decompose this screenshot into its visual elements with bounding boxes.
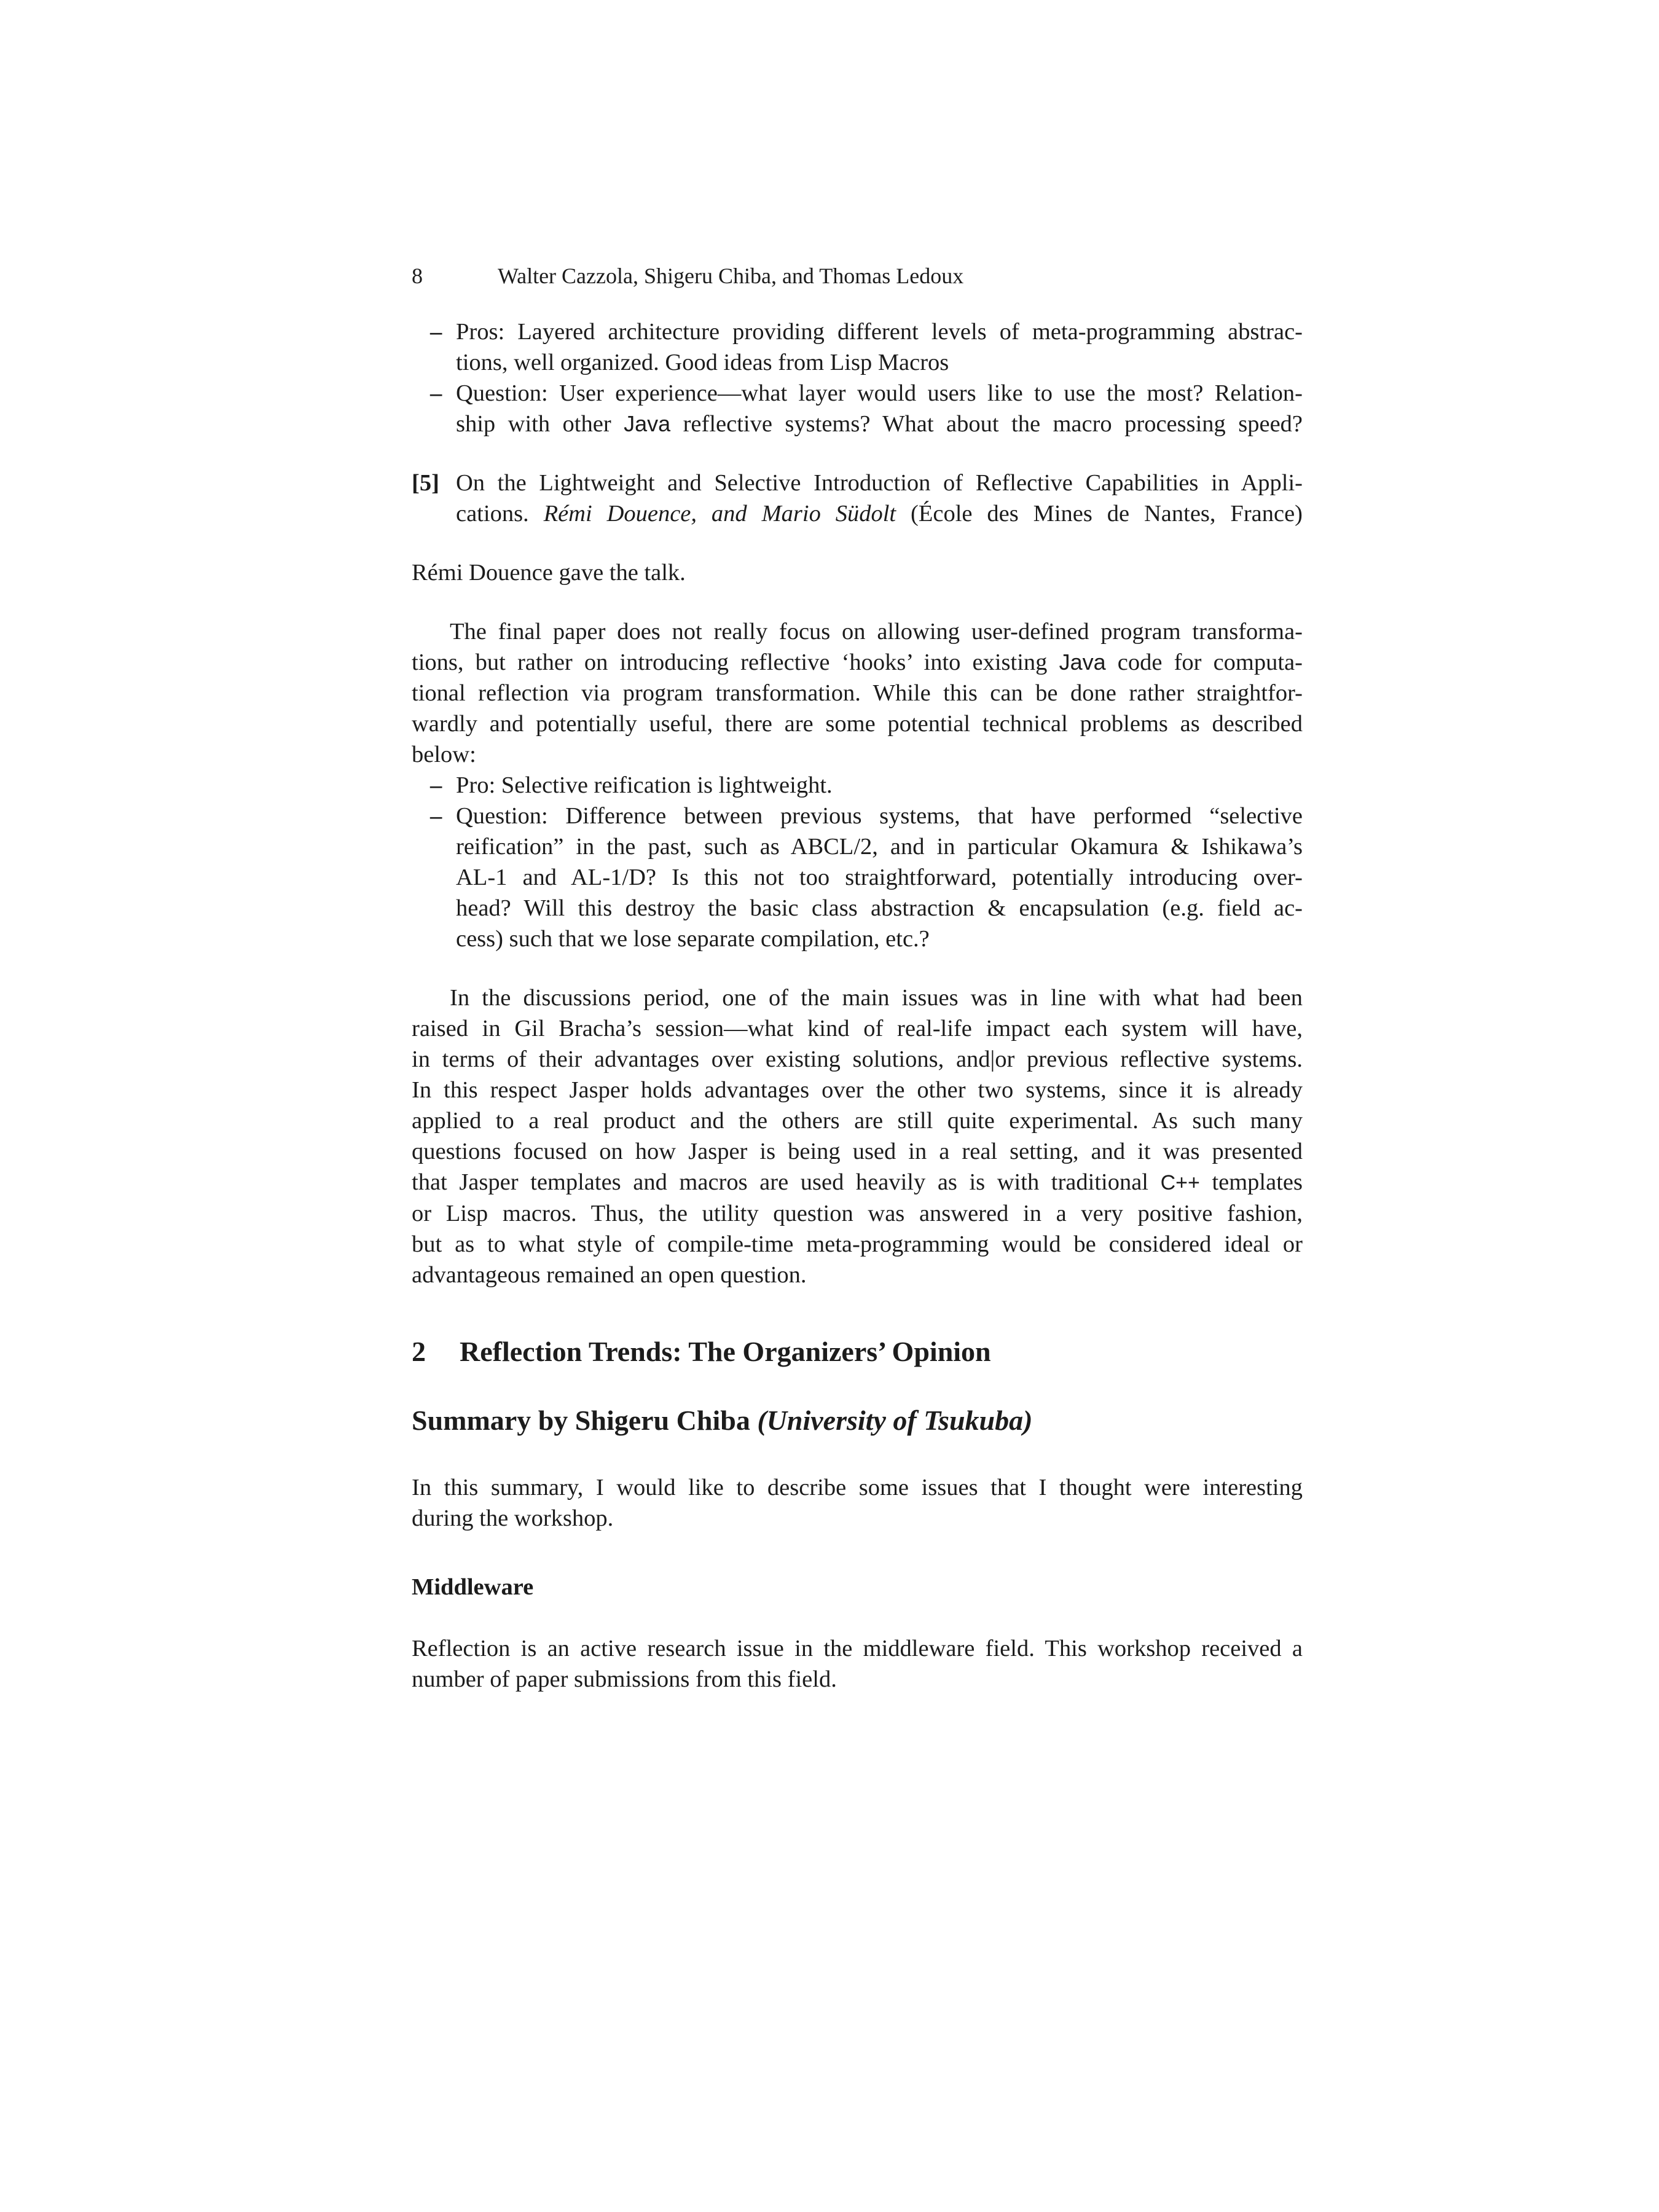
text-line: or Lisp macros. Thus, the utility question was answered in a very positive fashion, <box>412 1201 1303 1226</box>
text-line: wardly and potentially useful, there are some potential technical problems as described <box>412 711 1303 737</box>
text-span: cations. <box>456 501 544 527</box>
summary-affiliation: (University of Tsukuba) <box>757 1405 1033 1436</box>
text-span: tions, but rather on introducing reflective ‘hooks’ into existing <box>412 649 1059 675</box>
text-line: tions, well organized. Good ideas from Lisp Macros <box>456 350 949 375</box>
paragraph-middleware <box>412 1633 1303 1695</box>
java-name: Java <box>624 411 671 436</box>
java-name: Java <box>1059 649 1106 675</box>
text-span: templates <box>1199 1169 1303 1195</box>
page-number: 8 <box>412 264 423 288</box>
text-line <box>456 498 1303 529</box>
dash-bullet: – <box>430 803 442 829</box>
pros-questions-list-5 <box>412 770 1303 954</box>
list-item <box>430 378 1303 439</box>
text-line: but as to what style of compile-time meta-programming would be considered ideal or <box>412 1231 1303 1257</box>
text-span: ship with other <box>456 411 624 437</box>
summary-heading <box>412 1402 1303 1439</box>
list-item <box>430 801 1303 954</box>
text-line <box>412 647 1303 678</box>
dash-bullet: – <box>430 772 442 798</box>
text-line: Pro: Selective reification is lightweight. <box>456 772 833 798</box>
text-line <box>412 1167 1303 1198</box>
text-line: In this respect Jasper holds advantages over the other two systems, since it is already <box>412 1077 1303 1103</box>
running-head-authors: Walter Cazzola, Shigeru Chiba, and Thomas Ledoux <box>498 264 964 288</box>
pros-questions-list-4 <box>412 316 1303 439</box>
reference-authors: Rémi Douence, and Mario Südolt <box>543 501 896 527</box>
text-line: Question: User experience—what layer would users like to use the most? Relation- <box>456 380 1303 406</box>
section-title: Reflection Trends: The Organizers’ Opinion <box>460 1336 991 1367</box>
list-item <box>430 316 1303 378</box>
text-line: in terms of their advantages over existing solutions, and|or previous reflective systems. <box>412 1046 1303 1072</box>
page-content <box>412 261 1303 1695</box>
reference-affiliation: (École des Mines de Nantes, France) <box>896 501 1303 527</box>
paragraph-summary-intro <box>412 1472 1303 1534</box>
text-line <box>456 409 1303 439</box>
text-line: In this summary, I would like to describe some issues that I thought were interesting <box>412 1475 1303 1500</box>
running-head <box>412 261 1303 291</box>
summary-author: Summary by Shigeru Chiba <box>412 1405 758 1436</box>
text-span: that Jasper templates and macros are used heavily as is with traditional <box>412 1169 1161 1195</box>
section-heading <box>412 1333 1303 1370</box>
text-line: cess) such that we lose separate compilation, etc.? <box>456 926 930 952</box>
text-line: below: <box>412 742 476 767</box>
text-line: advantageous remained an open question. <box>412 1262 807 1288</box>
text-line: reification” in the past, such as ABCL/2, and in particular Okamura & Ishikawa’s <box>456 834 1303 860</box>
text-line: Question: Difference between previous systems, that have performed “selective <box>456 803 1303 829</box>
talk-note: Rémi Douence gave the talk. <box>412 560 686 586</box>
reference-label: [5] <box>412 470 439 496</box>
reference-title: On the Lightweight and Selective Introduction of Reflective Capabilities in Appli- <box>456 470 1303 496</box>
paragraph-final-paper <box>412 616 1303 770</box>
dash-bullet: – <box>430 319 442 345</box>
list-item <box>430 770 1303 801</box>
subheading-middleware: Middleware <box>412 1574 534 1600</box>
text-line: tional reflection via program transformation. While this can be done rather straightfor- <box>412 680 1303 706</box>
text-line: during the workshop. <box>412 1505 614 1531</box>
text-span: reflective systems? What about the macro processing speed? <box>670 411 1303 437</box>
text-line: In the discussions period, one of the main issues was in line with what had been <box>450 985 1303 1011</box>
text-span: code for computa- <box>1105 649 1303 675</box>
cpp-name: C++ <box>1160 1171 1200 1194</box>
paragraph-discussion <box>412 982 1303 1290</box>
text-line: raised in Gil Bracha’s session—what kind of real-life impact each system will have, <box>412 1016 1303 1041</box>
dash-bullet: – <box>430 380 442 406</box>
section-number: 2 <box>412 1336 426 1367</box>
reference-entry-5 <box>412 468 1303 529</box>
text-line: head? Will this destroy the basic class abstraction & encapsulation (e.g. field ac- <box>456 895 1303 921</box>
text-line: questions focused on how Jasper is being used in a real setting, and it was presented <box>412 1139 1303 1164</box>
text-line: Pros: Layered architecture providing different levels of meta-programming abstrac- <box>456 319 1303 345</box>
text-line: applied to a real product and the others are still quite experimental. As such many <box>412 1108 1303 1134</box>
text-line: The final paper does not really focus on allowing user-defined program transforma- <box>450 619 1303 645</box>
text-line: number of paper submissions from this field. <box>412 1666 837 1692</box>
text-line: AL-1 and AL-1/D? Is this not too straightforward, potentially introducing over- <box>456 865 1303 890</box>
text-line: Reflection is an active research issue in the middleware field. This workshop received a <box>412 1636 1303 1661</box>
text-line <box>412 468 1303 498</box>
